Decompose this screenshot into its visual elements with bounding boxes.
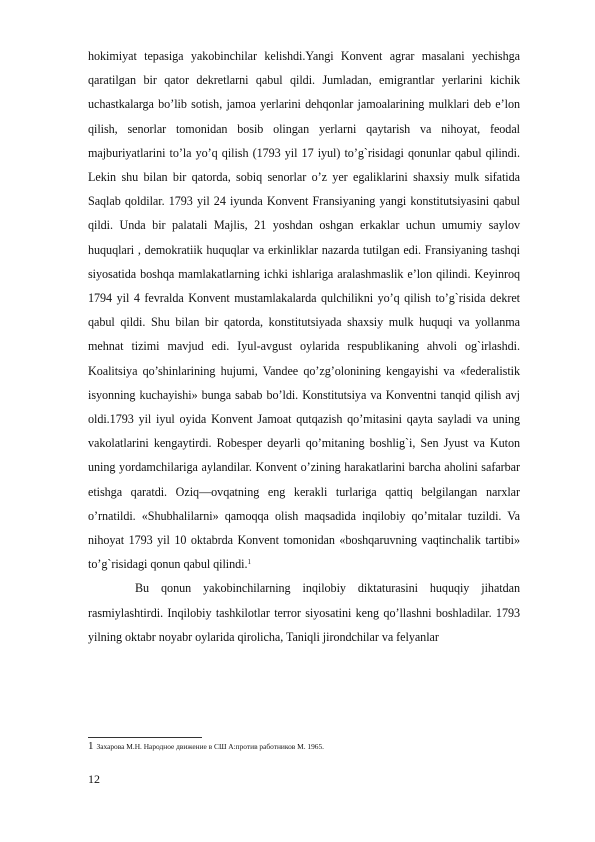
footnote-text: Захарова М.Н. Народное движение в СШ А:против работников М. 1965. (96, 742, 325, 751)
body-text (88, 44, 520, 649)
footnote-divider (88, 737, 202, 738)
page-number: 12 (88, 772, 100, 786)
paragraph-text: hokimiyat tepasiga yakobinchilar kelishdi.Yangi Konvent agrar masalani yechishga qaratilgan bir qator dekretlarni qabul qildi. Jumladan, emigrantlar yerlarini kichik uchastkalarga bo’lib sotish, jamoa yerlarini dehqonlar jamoalarining mulklari deb e’lon qilish, senorlar tomonidan bosib olingan yerlarni qaytarish va nihoyat, feodal majburiyatlarini to’la yo’q qilish (1793 yil 17 iyul) to’g`risidagi qonunlar qabul qilindi. Lekin shu bilan bir qatorda, sobiq senorlar o’z yer egaliklarini shaxsiy mulk sifatida Saqlab qoldilar. 1793 yil 24 iyunda Konvent Fransiyaning yangi konstitutsiyasini qabul qildi. Unda bir palatali Majlis, 21 yoshdan oshgan erkaklar uchun umumiy saylov huquqlari , demokratiik huquqlar va erkinliklar nazarda tutilgan edi. Fransiyaning tashqi siyosatida boshqa mamlakatlarning ichki ishlariga aralashmaslik e’lon qilindi. Keyinroq 1794 yil 4 fevralda Konvent mustamlakalarda qulchilikni yo’q qilish to’g`risida dekret qabul qildi. Shu bilan bir qatorda, konstitutsiyada shaxsiy mulk huquqi va yollanma mehnat tizimi mavjud edi. Iyul-avgust oylarida respublikaning ahvoli og`irlashdi. Koalitsiya qo’shinlarining hujumi, Vandee qo’zg’olonining kengayishi va «federalistik isyonning kuchayishi» bunga sabab bo’ldi. Konstitutsiya va Konventni tanqid qilish avj oldi.1793 yil iyul oyida Konvent Jamoat qutqazish qo’mitasini qayta sayladi va uning vakolatlarini kengaytirdi. Robesper deyarli qo’mitaning boshlig`i, Sen Jyust va Kuton uning yordamchilariga aylandilar. Konvent o’zining harakatlarini barcha aholini safarbar etishga qaratdi. Oziq—ovqatning eng kerakli turlariga qattiq belgilangan narxlar o’rnatildi. «Shubhalilarni» qamoqqa olish maqsadida inqilobiy qo’mitalar tuzildi. Va nihoyat 1793 yil 10 oktabrda Konvent tomonidan «boshqaruvning vaqtinchalik tartibi» to’g`risidagi qonun qabul qilindi. (88, 49, 520, 572)
footnote (88, 741, 520, 752)
footnote-number: 1 (88, 740, 94, 752)
footnote-reference[interactable]: 1 (247, 558, 251, 567)
body-paragraph (88, 44, 520, 576)
body-paragraph: Bu qonun yakobinchilarning inqilobiy diktaturasini huquqiy jihatdan rasmiylashtirdi. Inqilobiy tashkilotlar terror siyosatini keng qo’llashni boshladilar. 1793 yilning oktabr noyabr oylarida qirolicha, Taniqli jirondchilar va felyanlar (88, 581, 520, 644)
